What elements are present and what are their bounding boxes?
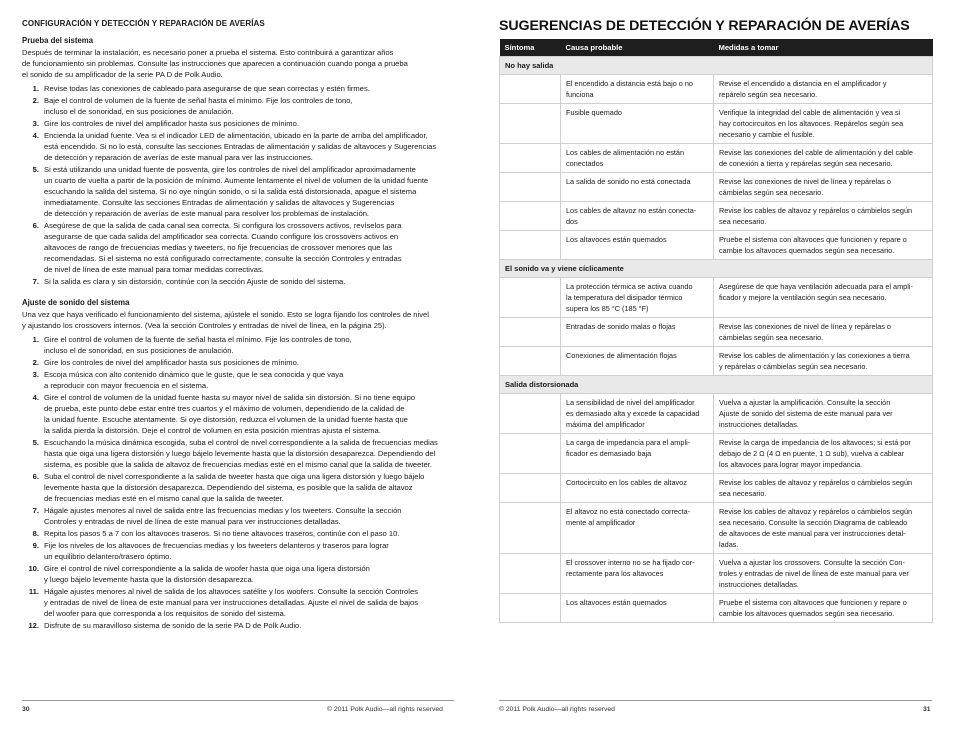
action-cell-line: Ajuste de sonido del sistema de este manual para ver [719, 409, 893, 418]
text-line: Después de terminar la instalación, es necesario poner a prueba el sistema. Esto contribuirá a garantizar años [22, 48, 394, 57]
action-cell-line: Revise las conexiones del cable de alimentación y del cable [719, 148, 913, 157]
step-number: 5. [32, 165, 39, 174]
symptom-label: No hay salida [500, 57, 933, 75]
step-item [22, 95, 454, 117]
cause-cell [561, 474, 714, 503]
cause-cell-line: Los cables de altavoz no están conecta- [566, 206, 697, 215]
step-item [22, 620, 454, 631]
action-cell [714, 75, 933, 104]
step-number: 2. [32, 358, 39, 367]
action-cell [714, 474, 933, 503]
symptom-label: El sonido va y viene cíclicamente [500, 260, 933, 278]
step-text: de frecuencias medias esté en el mismo canal que la salida de tweeter. [44, 494, 284, 503]
cause-cell-line: dos [566, 217, 578, 226]
action-cell-line: cámbielas según sea necesario. [719, 188, 824, 197]
action-cell-line: cambie los altavoces quemados según sea necesario. [719, 609, 895, 618]
step-text: Fije los niveles de los altavoces de frecuencias medias y los tweeters delanteros y traseros para lograr [44, 541, 389, 550]
symptom-cell [500, 474, 561, 503]
table-row [500, 503, 933, 554]
action-cell [714, 554, 933, 594]
step-item [22, 437, 454, 470]
action-cell-line: y repárelas o cámbielas según sea necesario. [719, 362, 868, 371]
cause-cell [561, 104, 714, 144]
right-page [477, 0, 954, 738]
cause-cell-line: La salida de sonido no está conectada [566, 177, 691, 186]
cause-cell-line: Cortocircuito en los cables de altavoz [566, 478, 687, 487]
step-text: levemente hasta que la distorsión desaparezca. Dependiendo del sistema, es posible que la salida de altavoz [44, 483, 413, 492]
step-text: hasta que oiga una ligera distorsión y luego bájelo levemente hasta que la distorsión desaparezca. Dependiendo del [44, 449, 436, 458]
step-text: está encendido. Si no lo está, consulte las secciones Entradas de alimentación y salidas de altavoces y Sugerencias [44, 142, 437, 151]
cause-cell-line: Los altavoces están quemados [566, 598, 667, 607]
text-line: y ajustando los crossovers internos. (Vea la sección Controles y entradas de nivel de línea, en la página 25). [22, 321, 387, 330]
step-number: 2. [32, 96, 39, 105]
action-cell-line: sea necesario. [719, 489, 767, 498]
cause-cell-line: es demasiado alta y excede la capacidad [566, 409, 700, 418]
step-item [22, 369, 454, 391]
step-text: Asegúrese de que la salida de cada canal sea correcta. Si configura los crossovers activos, revíselos para [44, 221, 402, 230]
step-text: Escuchando la música dinámica escogida, suba el control de nivel correspondiente a la salida de frecuencias medias [44, 438, 438, 447]
action-cell-line: sea necesario. [719, 217, 767, 226]
action-cell-line: Revise el encendido a distancia en el amplificador y [719, 79, 887, 88]
symptom-cell [500, 434, 561, 474]
action-cell-line: instrucciones detalladas. [719, 420, 799, 429]
table-row [500, 144, 933, 173]
cause-cell [561, 173, 714, 202]
troubleshooting-table [499, 39, 933, 623]
table-row [500, 394, 933, 434]
step-number: 4. [32, 131, 39, 140]
step-text: Gire el control de nivel correspondiente a la salida de woofer hasta que oiga una ligera distorsión [44, 564, 370, 573]
step-item [22, 276, 454, 287]
action-cell-line: sea necesario. Consulte la sección Diagrama de cableado [719, 518, 908, 527]
action-cell-line: Revise los cables de altavoz y repárelos o cámbielos según [719, 478, 913, 487]
action-cell-line: ficador y mejore la ventilación según sea necesario. [719, 293, 887, 302]
step-item [22, 540, 454, 562]
adjust-title: Ajuste de sonido del sistema [22, 298, 130, 307]
table-row [500, 75, 933, 104]
symptom-cell [500, 202, 561, 231]
step-item [22, 357, 454, 368]
action-cell [714, 503, 933, 554]
copyright: © 2011 Polk Audio—all rights reserved [499, 706, 615, 713]
action-cell [714, 104, 933, 144]
action-cell-line: necesario y cambie el fusible. [719, 130, 815, 139]
text-line: el sonido de su amplificador de la serie PA D de Polk Audio. [22, 70, 223, 79]
action-cell-line: Revise los cables de alimentación y las conexiones a tierra [719, 351, 910, 360]
step-text: inmediatamente. Consulte las secciones Entradas de alimentación y salidas de altavoces y Sugerencias [44, 198, 395, 207]
action-cell-line: Pruebe el sistema con altavoces que funcionen y repare o [719, 598, 907, 607]
step-text: Revise todas las conexiones de cableado para asegurarse de que sean correctas y estén firmes. [44, 84, 370, 93]
cause-cell [561, 554, 714, 594]
symptom-cell [500, 231, 561, 260]
action-cell-line: Verifique la integridad del cable de alimentación y vea si [719, 108, 901, 117]
cause-cell-line: Conexiones de alimentación flojas [566, 351, 677, 360]
cause-cell-line: La protección térmica se activa cuando [566, 282, 693, 291]
action-cell-line: los altavoces para lograr mayor impedancia. [719, 460, 863, 469]
action-cell [714, 318, 933, 347]
cause-cell-line: Los cables de alimentación no están [566, 148, 685, 157]
step-text: sistema, es posible que la salida de altavoz de frecuencias medias esté en el mismo canal que la salida de tweeter. [44, 460, 432, 469]
cause-cell-line: rectamente para los altavoces [566, 569, 664, 578]
cause-cell-line: La carga de impedancia para el ampli- [566, 438, 691, 447]
action-cell [714, 231, 933, 260]
step-text: Hágale ajustes menores al nivel de salida de los altavoces satélite y los woofers. Consulte la sección Controles [44, 587, 418, 596]
symptom-cell [500, 394, 561, 434]
table-body [500, 57, 933, 623]
step-number: 3. [32, 119, 39, 128]
symptom-cell [500, 173, 561, 202]
action-cell [714, 434, 933, 474]
step-item [22, 83, 454, 94]
step-text: y entradas de nivel de línea de este manual para ver instrucciones detalladas. Ajuste el nivel de salida de bajos [44, 598, 419, 607]
action-cell-line: Vuelva a ajustar los crossovers. Consulte la sección Con- [719, 558, 905, 567]
step-item [22, 164, 454, 219]
col-header-action: Medidas a tomar [714, 39, 933, 57]
cause-cell [561, 75, 714, 104]
step-text: Gire el control de volumen de la fuente de señal hasta el mínimo. Fije los controles de tono, [44, 335, 352, 344]
action-cell [714, 202, 933, 231]
action-cell [714, 594, 933, 623]
step-item [22, 586, 454, 619]
table-row [500, 594, 933, 623]
cause-cell [561, 503, 714, 554]
symptom-cell [500, 278, 561, 318]
step-text: de prueba, este punto debe estar entre tres cuartos y el máximo de volumen, dependiendo de la calidad de [44, 404, 405, 413]
symptom-cell [500, 503, 561, 554]
table-row [500, 173, 933, 202]
adjust-steps [22, 334, 454, 631]
action-cell-line: Pruebe el sistema con altavoces que funcionen y repare o [719, 235, 907, 244]
footer-rule [499, 700, 932, 701]
copyright: © 2011 Polk Audio—all rights reserved [327, 706, 443, 713]
page-number: 31 [923, 706, 931, 713]
cause-cell [561, 231, 714, 260]
action-cell-line: Asegúrese de que haya ventilación adecuada para el ampli- [719, 282, 913, 291]
cause-cell [561, 278, 714, 318]
step-item [22, 130, 454, 163]
cause-cell [561, 144, 714, 173]
cause-cell-line: conectados [566, 159, 604, 168]
footer-rule [22, 700, 454, 701]
step-item [22, 334, 454, 356]
step-item [22, 471, 454, 504]
step-text: incluso el de sonoridad, en sus posiciones de anulación. [44, 107, 234, 116]
table-row [500, 347, 933, 376]
cause-cell [561, 434, 714, 474]
symptom-row [500, 376, 933, 394]
step-number: 10. [28, 564, 39, 573]
table-row [500, 104, 933, 144]
step-text: escuchando la salida del sistema. Si no oye ningún sonido, o si la salida está distorsionada, apague el sistema [44, 187, 417, 196]
step-number: 8. [32, 529, 39, 538]
step-item [22, 528, 454, 539]
test-title: Prueba del sistema [22, 36, 94, 45]
step-text: a reproducir con mayor frecuencia en el sistema. [44, 381, 209, 390]
step-text: Escoja música con alto contenido dinámico que le guste, que le sea conocida y que vaya [44, 370, 344, 379]
step-text: Gire el control de volumen de la unidad fuente hasta su mayor nivel de salida sin distorsión. Si no tiene equipo [44, 393, 416, 402]
action-cell-line: hay cortocircuitos en los altavoces. Repárelos según sea [719, 119, 904, 128]
cause-cell-line: Entradas de sonido malas o flojas [566, 322, 676, 331]
action-cell-line: ladas. [719, 540, 739, 549]
page-number: 30 [22, 706, 30, 713]
action-cell-line: instrucciones detalladas. [719, 580, 799, 589]
symptom-cell [500, 104, 561, 144]
step-text: Suba el control de nivel correspondiente a la salida de tweeter hasta que oiga una ligera distorsión y luego bájelo [44, 472, 425, 481]
step-text: asegurarse de que cada salida del amplificador sea correcta. Cuando configure los crossovers activos en [44, 232, 399, 241]
cause-cell-line: Fusible quemado [566, 108, 622, 117]
step-text: de nivel de línea de este manual para tomar medidas correctivas. [44, 265, 264, 274]
action-cell [714, 278, 933, 318]
action-cell-line: Revise las conexiones de nivel de línea y repárelas o [719, 177, 891, 186]
step-number: 7. [32, 277, 39, 286]
cause-cell-line: supera los 85 °C (185 °F) [566, 304, 649, 313]
table-row [500, 318, 933, 347]
page-title: SUGERENCIAS DE DETECCIÓN Y REPARACIÓN DE AVERÍAS [499, 18, 910, 34]
step-number: 3. [32, 370, 39, 379]
section-title: CONFIGURACIÓN Y DETECCIÓN Y REPARACIÓN DE AVERÍAS [22, 19, 265, 28]
step-number: 6. [32, 221, 39, 230]
step-text: recomendadas. Si el sistema no está configurado correctamente, consulte la sección Controles y entradas [44, 254, 402, 263]
step-text: un equilibrio delantero/trasero óptimo. [44, 552, 172, 561]
table-row [500, 231, 933, 260]
left-content [22, 18, 454, 632]
cause-cell-line: máxima del amplificador [566, 420, 645, 429]
test-steps [22, 83, 454, 287]
step-number: 12. [28, 621, 39, 630]
step-text: Encienda la unidad fuente. Vea si el indicador LED de alimentación, ubicado en la parte de arriba del amplificador, [44, 131, 428, 140]
symptom-cell [500, 347, 561, 376]
text-line: Una vez que haya verificado el funcionamiento del sistema, ajústele el sonido. Esto se logra fijando los controles de nivel [22, 310, 429, 319]
adjust-intro [22, 309, 454, 331]
cause-cell [561, 394, 714, 434]
table-row [500, 554, 933, 594]
table-row [500, 278, 933, 318]
symptom-cell [500, 554, 561, 594]
col-header-symptom: Síntoma [500, 39, 561, 57]
action-cell-line: repárelo según sea necesario. [719, 90, 818, 99]
step-text: Gire los controles de nivel del amplificador hasta sus posiciones de mínimo. [44, 358, 299, 367]
table-row [500, 434, 933, 474]
step-text: y luego bájelo levemente hasta que la distorsión desaparezca. [44, 575, 254, 584]
action-cell-line: Revise la carga de impedancia de los altavoces; si está por [719, 438, 911, 447]
test-intro [22, 47, 454, 80]
step-item [22, 118, 454, 129]
step-number: 7. [32, 506, 39, 515]
action-cell [714, 144, 933, 173]
step-text: del woofer para que corresponda a los requisitos de sonido del sistema. [44, 609, 286, 618]
col-header-cause: Causa probable [561, 39, 714, 57]
text-line: de funcionamiento sin problemas. Consulte las instrucciones que aparecen a continuación cuando ponga a prueba [22, 59, 408, 68]
step-text: de detección y reparación de averías de este manual para resolver los problemas de instalación. [44, 209, 370, 218]
step-text: Gire los controles de nivel del amplificador hasta sus posiciones de mínimo. [44, 119, 299, 128]
symptom-row [500, 57, 933, 75]
action-cell-line: troles y entradas de nivel de línea de este manual para ver [719, 569, 909, 578]
step-text: la unidad fuente. Escuche atentamente. Si oye distorsión, reduzca el volumen de la unidad fuente hasta que [44, 415, 408, 424]
step-text: Si la salida es clara y sin distorsión, continúe con la sección Ajuste de sonido del sistema. [44, 277, 346, 286]
action-cell-line: de altavoces de este manual para ver instrucciones detal- [719, 529, 906, 538]
step-text: Controles y entradas de nivel de línea de este manual para ver instrucciones detalladas. [44, 517, 341, 526]
action-cell-line: cambie los altavoces quemados según sea necesario. [719, 246, 895, 255]
step-number: 1. [32, 335, 39, 344]
step-text: Baje el control de volumen de la fuente de señal hasta el mínimo. Fije los controles de tono, [44, 96, 353, 105]
step-item [22, 220, 454, 275]
cause-cell-line: funciona [566, 90, 594, 99]
step-text: la salida pierda la distorsión. Deje el control de volumen en esta posición mientras ajusta el sistema. [44, 426, 381, 435]
step-number: 11. [28, 587, 39, 596]
step-item [22, 563, 454, 585]
step-number: 5. [32, 438, 39, 447]
step-item [22, 392, 454, 436]
step-text: incluso el de sonoridad, en sus posiciones de anulación. [44, 346, 234, 355]
step-number: 1. [32, 84, 39, 93]
cause-cell-line: La sensibilidad de nivel del amplificador [566, 398, 695, 407]
cause-cell [561, 594, 714, 623]
action-cell [714, 394, 933, 434]
step-number: 9. [32, 541, 39, 550]
step-text: de detección y reparación de averías de este manual para ver las instrucciones. [44, 153, 313, 162]
action-cell [714, 173, 933, 202]
symptom-cell [500, 594, 561, 623]
symptom-row [500, 260, 933, 278]
step-text: Hágale ajustes menores al nivel de salida entre las frecuencias medias y los tweeters. Consulte la sección [44, 506, 402, 515]
cause-cell-line: mente al amplificador [566, 518, 636, 527]
step-text: Repita los pasos 5 a 7 con los altavoces traseros. Si no tiene altavoces traseros, continúe con el paso 10. [44, 529, 400, 538]
step-text: un cuarto de vuelta a partir de la posición de mínimo. Aumente lentamente el nivel de volumen de la unidad fuente [44, 176, 429, 185]
step-item [22, 505, 454, 527]
action-cell-line: Revise los cables de altavoz y repárelos o cámbielos según [719, 206, 913, 215]
table-row [500, 202, 933, 231]
cause-cell-line: ficador es demasiado baja [566, 449, 652, 458]
action-cell-line: debajo de 2 Ω (4 Ω en puente, 1 Ω sub), vuelva a cablear [719, 449, 905, 458]
symptom-cell [500, 144, 561, 173]
action-cell-line: Revise los cables de altavoz y repárelos o cámbielos según [719, 507, 913, 516]
symptom-cell [500, 318, 561, 347]
action-cell-line: Vuelva a ajustar la amplificación. Consulte la sección [719, 398, 891, 407]
step-text: Si está utilizando una unidad fuente de posventa, gire los controles de nivel del amplificador aproximadamente [44, 165, 416, 174]
action-cell-line: cámbielas según sea necesario. [719, 333, 824, 342]
cause-cell [561, 202, 714, 231]
cause-cell-line: El encendido a distancia está bajo o no [566, 79, 693, 88]
cause-cell [561, 318, 714, 347]
step-number: 4. [32, 393, 39, 402]
step-text: altavoces de rango de frecuencias medias y tweeters, no fije frecuencias de crossover menores que las [44, 243, 393, 252]
symptom-label: Salida distorsionada [500, 376, 933, 394]
symptom-cell [500, 75, 561, 104]
step-number: 6. [32, 472, 39, 481]
cause-cell [561, 347, 714, 376]
table-row [500, 474, 933, 503]
action-cell [714, 347, 933, 376]
step-text: Disfrute de su maravilloso sistema de sonido de la serie PA D de Polk Audio. [44, 621, 302, 630]
cause-cell-line: El crossover interno no se ha fijado cor- [566, 558, 695, 567]
action-cell-line: Revise las conexiones de nivel de línea y repárelas o [719, 322, 891, 331]
action-cell-line: de conexión a tierra y repárelas según sea necesario. [719, 159, 893, 168]
cause-cell-line: la temperatura del disipador térmico [566, 293, 683, 302]
cause-cell-line: Los altavoces están quemados [566, 235, 667, 244]
table-header [500, 39, 933, 57]
cause-cell-line: El altavoz no está conectado correcta- [566, 507, 691, 516]
